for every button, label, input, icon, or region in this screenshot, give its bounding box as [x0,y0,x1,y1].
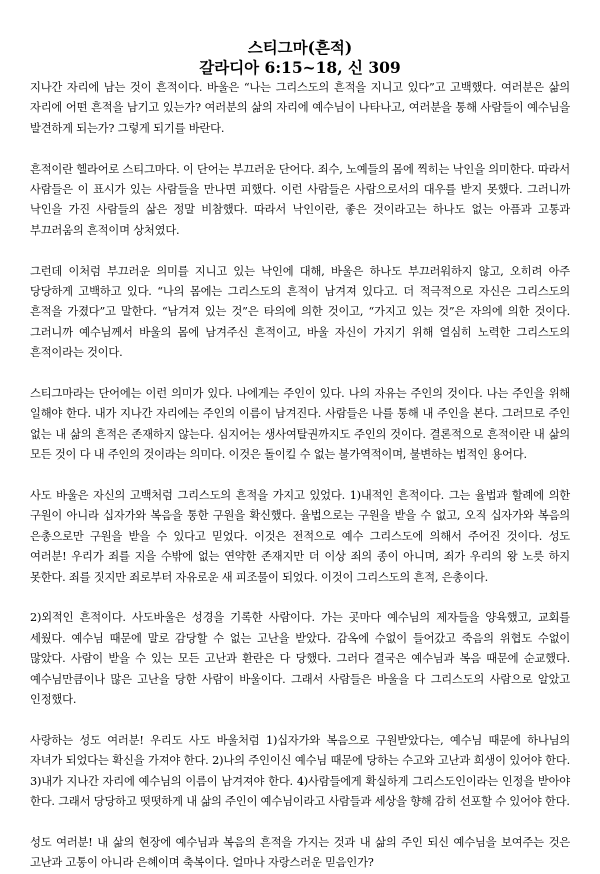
paragraph: 스티그마라는 단어에는 이런 의미가 있다. 나에게는 주인이 있다. 나의 자유는 주인의 것이다. 나는 주인을 위해 일해야 한다. 내가 지나간 자리에는 주인의 이름이 남겨진다. 사람들은 나를 통해 내 주인을 본다. 그러므로 주인 없는 내 삶의 흔적은 존재하지 않는다. 심지어는 생사여탈권까지도 주인의 것이다. 결론적으로 흔적이란 내 삶의 모든 것이 다 내 주인의 것이라는 의미다. 이것은 돌이킬 수 없는 불가역적이며, 불변하는 법적인 용어다. [30,387,570,462]
paragraph: 사도 바울은 자신의 고백처럼 그리스도의 흔적을 가지고 있었다. 1)내적인 흔적이다. 그는 율법과 할례에 의한 구원이 아니라 십자가와 복음을 통한 구원을 확신했다. 율법으로는 구원을 받을 수 없고, 오직 십자가와 복음의 은총으로만 구원을 받을 수 있다고 믿었다. 이것은 전적으로 예수 그리스도에 의해서 주어진 것이다. 성도 여러분! 우리가 죄를 지을 수밖에 없는 연약한 존재지만 더 이상 죄의 종이 아니며, 죄가 우리의 왕 노릇 하지 못한다. 죄를 짓지만 죄로부터 자유로운 새 피조물이 되었다. 이것이 그리스도의 흔적, 은총이다. [30,489,570,584]
paragraph: 그런데 이처럼 부끄러운 의미를 지니고 있는 낙인에 대해, 바울은 하나도 부끄러워하지 않고, 오히려 아주 당당하게 고백하고 있다. “나의 몸에는 그리스도의 흔적이 남겨져 있다고. 더 적극적으로 자신은 그리스도의 흔적을 가졌다”고 말한다. “남겨져 있는 것”은 타의에 의한 것이고, “가지고 있는 것”은 자의에 의한 것이다. 그러니까 예수님께서 바울의 몸에 남겨주신 흔적이고, 바울 자신이 가지기 위해 열심히 노력한 그리스도의 흔적이라는 것이다. [30,264,570,360]
document-body [30,78,570,874]
paragraph: 지나간 자리에 남는 것이 흔적이다. 바울은 “나는 그리스도의 흔적을 지니고 있다”고 고백했다. 여러분은 삶의 자리에 어떤 흔적을 남기고 있는가? 여러분의 삶의 자리에 예수님이 나타나고, 여러분을 통해 사람들이 예수님을 발견하게 되는가? 그렇게 되기를 바란다. [30,81,570,135]
page-title: 스티그마(흔적) [247,38,353,57]
paragraph: 사랑하는 성도 여러분! 우리도 사도 바울처럼 1)십자가와 복음으로 구원받았다는, 예수님 때문에 하나님의 자녀가 되었다는 확신을 가져야 한다. 2)나의 주인이신 예수님 때문에 당하는 수고와 고난과 희생이 있어야 한다. 3)내가 지나간 자리에 예수님의 이름이 남겨져야 한다. 4)사람들에게 확실하게 그리스도인이라는 인정을 받아야 한다. 그래서 당당하고 떳떳하게 내 삶의 주인이 예수님이라고 사람들과 세상을 향해 감히 선포할 수 있어야 한다. [30,733,570,809]
scripture-reference: 갈라디아 6:15~18, 신 309 [199,58,401,77]
paragraph: 성도 여러분! 내 삶의 현장에 예수님과 복음의 흔적을 가지는 것과 내 삶의 주인 되신 예수님을 보여주는 것은 고난과 고통이 아니라 은혜이며 축복이다. 얼마나 자랑스러운 믿음인가? [30,835,570,870]
paragraph: 2)외적인 흔적이다. 사도바울은 성경을 기록한 사람이다. 가는 곳마다 예수님의 제자들을 양육했고, 교회를 세웠다. 예수님 때문에 말로 감당할 수 없는 고난을 받았다. 감옥에 수없이 들어갔고 죽음의 위협도 수없이 많았다. 사람이 받을 수 있는 모든 고난과 환란은 다 당했다. 그러다 결국은 예수님과 복음 때문에 순교했다. 예수님만큼이나 많은 고난을 당한 사람이 바울이다. 그래서 사람들은 바울을 다 그리스도의 사람으로 알았고 인정했다. [30,611,570,707]
paragraph: 흔적이란 헬라어로 스티그마다. 이 단어는 부끄러운 단어다. 죄수, 노예들의 몸에 찍히는 낙인을 의미한다. 따라서 사람들은 이 표시가 있는 사람들을 만나면 피했다. 이런 사람들은 사람으로서의 대우를 받지 못했다. 그러니까 낙인을 가진 사람들의 삶은 정말 비참했다. 따라서 낙인이란, 좋은 것이라고는 하나도 없는 아픔과 고통과 부끄러움의 흔적이며 상처였다. [30,162,570,237]
